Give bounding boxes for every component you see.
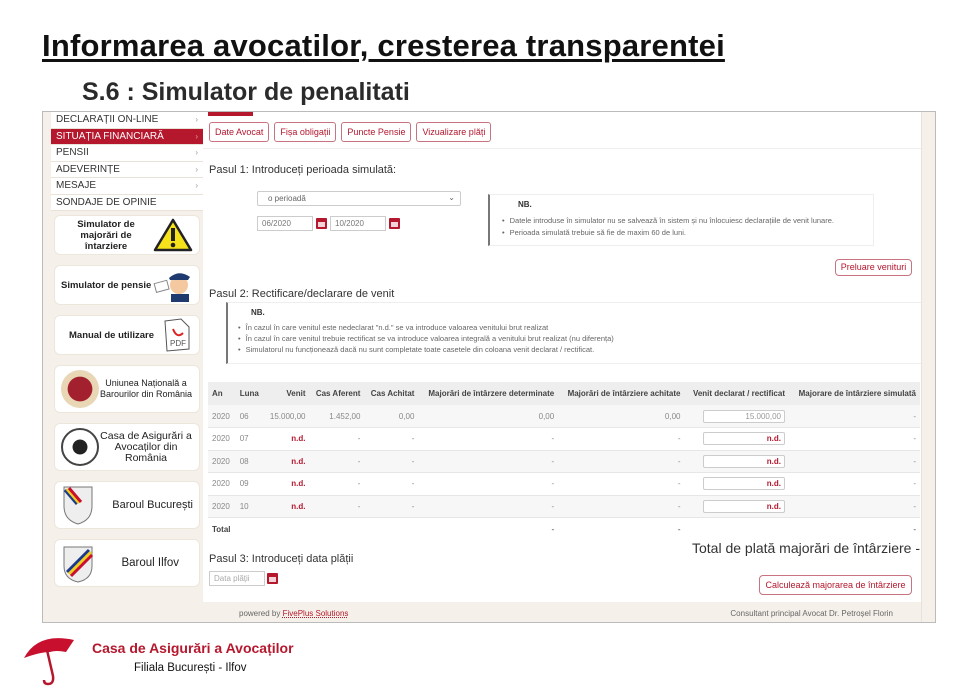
col-venit: Venit bbox=[264, 382, 310, 405]
tab-date-avocat[interactable]: Date Avocat bbox=[209, 122, 269, 142]
date-from-input[interactable]: 06/2020 bbox=[257, 216, 313, 231]
venit-declarat-input[interactable]: 15.000,00 bbox=[703, 410, 785, 423]
baroul-ilfov-logo-icon bbox=[61, 542, 95, 584]
sidebar-item-pensii[interactable]: PENSII › bbox=[51, 145, 203, 162]
divider bbox=[203, 148, 923, 149]
pdf-icon bbox=[161, 317, 193, 353]
calendar-icon[interactable] bbox=[316, 218, 327, 229]
promo-manual-utilizare[interactable]: Manual de utilizare PDF bbox=[54, 315, 200, 355]
table-row: 2020 07 n.d. - - - - n.d. - bbox=[208, 428, 920, 451]
brand-branch: Filiala București - Ilfov bbox=[134, 662, 247, 674]
app-window bbox=[42, 111, 936, 623]
table-row: 2020 06 15.000,00 1.452,00 0,00 0,00 0,00 15.000,00 - bbox=[208, 405, 920, 428]
table-row: 2020 09 n.d. - - - - n.d. - bbox=[208, 473, 920, 496]
promo-simulator-majorari[interactable]: Simulator de majorări de întarziere bbox=[54, 215, 200, 255]
period-select[interactable]: o perioadă ⌄ bbox=[257, 191, 461, 206]
tab-vizualizare-plati[interactable]: Vizualizare plăți bbox=[416, 122, 491, 142]
caar-logo-icon bbox=[61, 428, 99, 466]
main-content bbox=[203, 112, 923, 602]
tab-puncte-pensie[interactable]: Puncte Pensie bbox=[341, 122, 411, 142]
total-payment-label: Total de plată majorări de întârziere - bbox=[692, 540, 920, 556]
chevron-right-icon: › bbox=[195, 164, 198, 174]
link-unbr[interactable]: Uniunea Națională a Barourilor din România bbox=[54, 365, 200, 413]
date-to-input[interactable]: 10/2020 bbox=[330, 216, 386, 231]
tab-fisa-obligatii[interactable]: Fișa obligații bbox=[274, 122, 336, 142]
col-majorari-achitate: Majorări de întârziere achitate bbox=[558, 382, 684, 405]
svg-text:PDF: PDF bbox=[170, 339, 186, 348]
table-total-row: Total - - - bbox=[212, 524, 916, 534]
col-cas-achitat: Cas Achitat bbox=[364, 382, 418, 405]
warning-icon bbox=[153, 218, 193, 252]
sidebar-item-declaratii-online[interactable]: DECLARAȚII ON-LINE › bbox=[51, 112, 203, 129]
scrollbar[interactable] bbox=[921, 112, 935, 623]
promo-simulator-pensie[interactable]: Simulator de pensie bbox=[54, 265, 200, 305]
simulation-table bbox=[208, 382, 920, 540]
tab-bar bbox=[209, 122, 491, 142]
venit-declarat-input[interactable]: n.d. bbox=[703, 500, 785, 513]
chevron-right-icon: › bbox=[195, 131, 198, 141]
postman-icon bbox=[153, 268, 193, 302]
sidebar-item-mesaje[interactable]: MESAJE › bbox=[51, 178, 203, 195]
nb-box-step2: NB. • În cazul în care venitul este nedeclarat "n.d." se va introduce valoarea venitului brut realizat • În cazul în care venitul trebuie rectificat se va introduce valoarea integrală a venitului brut realizat (nu diferența) • Simulatorul nu funcționează dacă nu sunt completate toate casetele din coloana venit declarat / rectificat. bbox=[226, 302, 922, 364]
baroul-bucuresti-logo-icon bbox=[61, 484, 95, 526]
calendar-icon[interactable] bbox=[389, 218, 400, 229]
table-header-row bbox=[208, 382, 920, 405]
consultant-text: Consultant principal Avocat Dr. Petroșel Florin bbox=[730, 609, 893, 618]
link-caar[interactable]: Casa de Asigurări a Avocaților din România bbox=[54, 423, 200, 471]
slide-subtitle: S.6 : Simulator de penalitati bbox=[82, 78, 410, 106]
venit-declarat-input[interactable]: n.d. bbox=[703, 477, 785, 490]
chevron-right-icon: › bbox=[195, 148, 198, 158]
calendar-icon[interactable] bbox=[267, 573, 278, 584]
venit-declarat-input[interactable]: n.d. bbox=[703, 432, 785, 445]
col-venit-declarat: Venit declarat / rectificat bbox=[685, 382, 789, 405]
calculeaza-button[interactable]: Calculează majorarea de întârziere bbox=[759, 575, 912, 595]
nb-box-step1: NB. • Datele introduse în simulator nu se salvează în sistem și nu înlocuiesc declarațiile de venit lunare. • Perioada simulată trebuie să fie de maxim 60 de luni. bbox=[488, 194, 874, 246]
table-row: 2020 10 n.d. - - - - n.d. - bbox=[208, 495, 920, 518]
table-row: 2020 08 n.d. - - - - n.d. - bbox=[208, 450, 920, 473]
sidebar-item-situatia-financiara[interactable]: SITUAȚIA FINANCIARĂ › bbox=[51, 129, 203, 146]
step2-title: Pasul 2: Rectificare/declarare de venit bbox=[209, 288, 395, 300]
preluare-venituri-button[interactable]: Preluare venituri bbox=[835, 259, 912, 276]
col-an: An bbox=[208, 382, 236, 405]
umbrella-icon bbox=[20, 632, 82, 692]
footer: powered by FivePlus Solutions Consultant principal Avocat Dr. Petroșel Florin bbox=[239, 609, 893, 618]
unbr-logo-icon bbox=[61, 370, 99, 408]
sidebar bbox=[51, 112, 203, 587]
link-baroul-bucuresti[interactable]: Baroul București bbox=[54, 481, 200, 529]
brand-name: Casa de Asigurări a Avocaților bbox=[92, 640, 294, 656]
sidebar-item-adeverinte[interactable]: ADEVERINȚE › bbox=[51, 162, 203, 179]
payment-date-input[interactable]: Data plății bbox=[209, 571, 265, 586]
fiveplus-link[interactable]: FivePlus Solutions bbox=[282, 609, 349, 618]
link-baroul-ilfov[interactable]: Baroul Ilfov bbox=[54, 539, 200, 587]
col-luna: Luna bbox=[236, 382, 264, 405]
slide-title: Informarea avocatilor, cresterea transparentei bbox=[42, 28, 725, 63]
col-majorari-determinate: Majorări de întârzere determinate bbox=[418, 382, 558, 405]
chevron-down-icon: ⌄ bbox=[448, 193, 455, 202]
brand-footer bbox=[20, 632, 350, 692]
step1-title: Pasul 1: Introduceți perioada simulată: bbox=[209, 164, 397, 176]
sidebar-item-sondaje[interactable]: SONDAJE DE OPINIE bbox=[51, 195, 203, 212]
chevron-right-icon: › bbox=[195, 181, 198, 191]
venit-declarat-input[interactable]: n.d. bbox=[703, 455, 785, 468]
active-indicator bbox=[208, 112, 253, 116]
col-majorare-simulata: Majorare de întârziere simulată bbox=[789, 382, 920, 405]
col-cas-aferent: Cas Aferent bbox=[310, 382, 365, 405]
step3-title: Pasul 3: Introduceți data plății bbox=[209, 553, 354, 565]
sidebar-menu bbox=[51, 112, 203, 211]
chevron-right-icon: › bbox=[195, 115, 198, 125]
